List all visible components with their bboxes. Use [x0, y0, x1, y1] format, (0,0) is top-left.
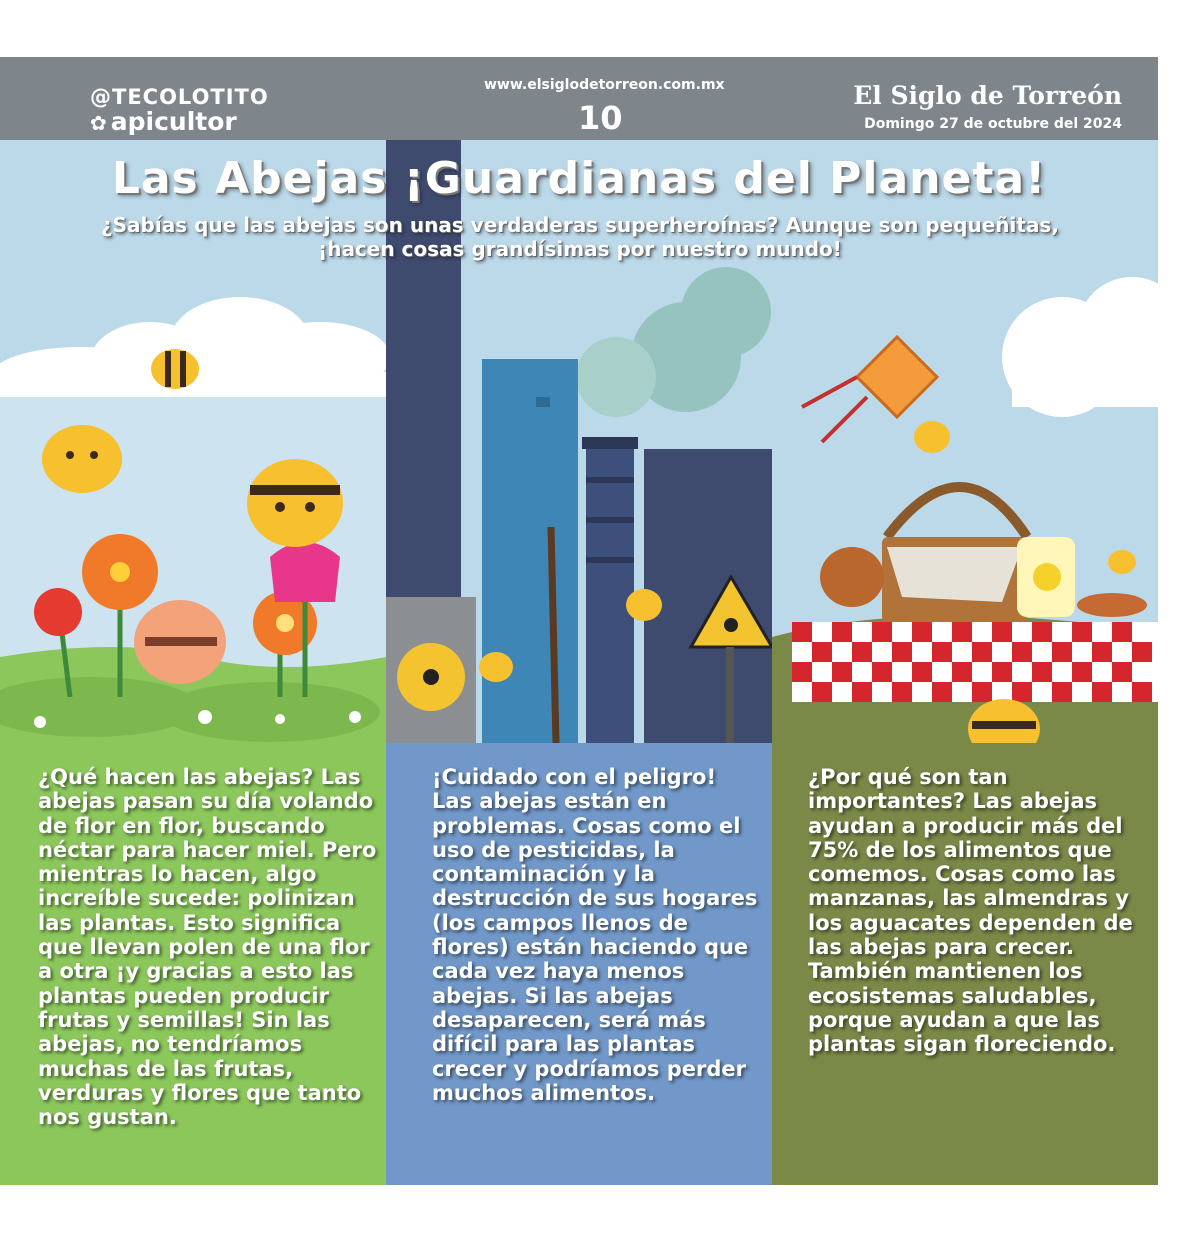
column-danger [386, 743, 772, 1185]
article-title: Las Abejas ¡Guardianas del Planeta! [111, 153, 1047, 204]
bee-icon: ✿ [90, 111, 107, 135]
page-number: 10 [578, 99, 623, 137]
apicultor-logo [90, 107, 237, 136]
page-header [0, 57, 1158, 140]
publication-date: Domingo 27 de octubre del 2024 [864, 116, 1122, 132]
apicultor-label: apicultor [110, 107, 237, 136]
column-text: ¡Cuidado con el peligro! Las abejas están en problemas. Cosas como el uso de pesticidas, la contaminación y la destrucción de sus hogares (los campos llenos de flores) están haciendo que cada vez haya menos abejas. Si las abejas desaparecen, será más difícil para las plantas crecer y podríamos perder muchos alimentos. [432, 765, 758, 1105]
column-text: ¿Qué hacen las abejas? Las abejas pasan su día volando de flor en flor, buscando néctar para hacer miel. Pero mientras lo hacen, algo increíble sucede: polinizan las plantas. Esto significa que llevan polen de una flor a otra ¡y gracias a esto las plantas pueden producir frutas y semillas! Sin las abejas, no tendríamos muchas de las frutas, verduras y flores que tanto nos gustan. [38, 765, 377, 1130]
newspaper-page [0, 57, 1158, 1185]
column-what-bees-do [0, 743, 386, 1185]
column-text: ¿Por qué son tan importantes? Las abejas ayudan a producir más del 75% de los alimentos que comemos. Cosas como las manzanas, las almendras y los aguacates dependen de las abejas para crecer. También mantienen los ecosistemas saludables, porque ayudan a que las plantas sigan floreciendo. [808, 765, 1133, 1057]
article-subtitle: ¿Sabías que las abejas son unas verdaderas superheroínas? Aunque son pequeñitas, ¡hacen cosas grandísimas por nuestro mundo! [101, 213, 1059, 261]
column-importance [772, 743, 1158, 1185]
tecolotito-logo: @TECOLOTITO [90, 85, 269, 109]
newspaper-name: El Siglo de Torreón [853, 81, 1122, 110]
website-url[interactable]: www.elsiglodetorreon.com.mx [484, 77, 725, 93]
